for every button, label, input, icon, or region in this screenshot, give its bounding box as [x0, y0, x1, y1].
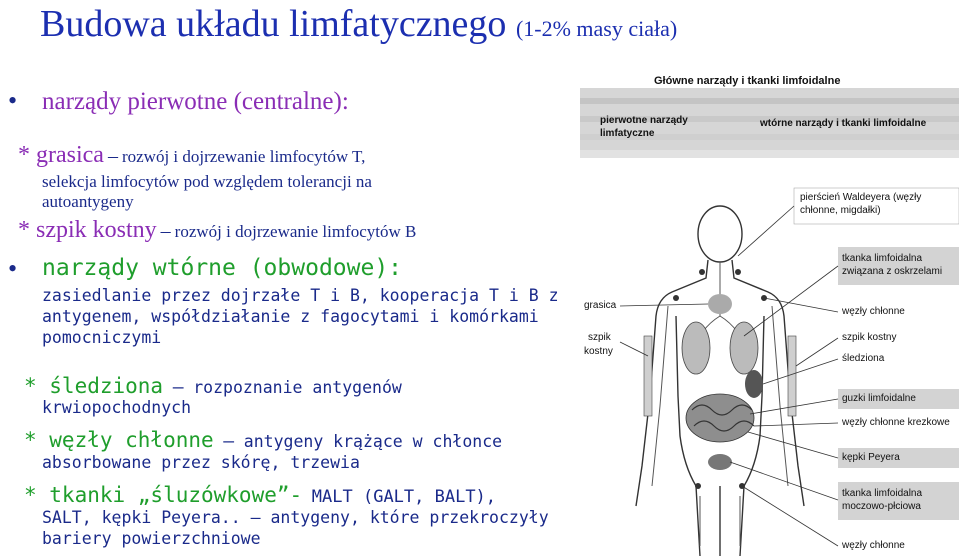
nodes-name: * węzły chłonne	[24, 428, 214, 452]
secondary-heading: narządy wtórne (obwodowe):	[42, 255, 403, 281]
lymphatic-organs-diagram	[580, 66, 959, 556]
diagram-label-thymus: grasica	[584, 300, 617, 311]
lung-right	[730, 322, 758, 374]
diagram-label-spleen: śledziona	[842, 353, 885, 364]
diagram-label-bronchus-2: związana z oskrzelami	[842, 266, 943, 277]
diagram-label-peyer: kępki Peyera	[842, 452, 900, 463]
thymus-organ	[708, 294, 732, 314]
spleen-dash: –	[172, 377, 184, 398]
diagram-label-waldeyer-2: chłonne, migdałki)	[800, 205, 881, 216]
leader-lines	[620, 206, 838, 546]
spleen-organ	[745, 370, 763, 398]
diagram-label-marrow-2: kostny	[584, 346, 613, 357]
diagram-label-urogenital-1: tkanka limfoidalna	[842, 488, 923, 499]
page-title	[40, 2, 677, 46]
malt-line3: bariery powierzchniowe	[42, 529, 261, 548]
thymus-name: * grasica	[18, 142, 104, 168]
nodes-dash: –	[223, 431, 235, 452]
spleen-line1: rozpoznanie antygenów	[193, 378, 402, 397]
bone-left	[644, 336, 652, 416]
malt-line1: MALT (GALT, BALT),	[311, 487, 497, 507]
bone-right	[788, 336, 796, 416]
thymus-line2: selekcja limfocytów pod względem tolerancji na	[42, 172, 372, 191]
spleen-name: * śledziona	[24, 374, 164, 398]
marrow-dash: –	[160, 220, 171, 242]
bullet-dot-icon: •	[8, 254, 18, 283]
thymus-line1: rozwój i dojrzewanie limfocytów T,	[121, 147, 366, 166]
thymus-line	[18, 142, 365, 169]
diagram-label-mesenteric: węzły chłonne krezkowe	[842, 417, 950, 428]
bladder	[708, 454, 732, 470]
malt-line2: SALT, kępki Peyera.. – antygeny, które przekroczyły	[42, 508, 549, 527]
diagram-header: Główne narządy i tkanki limfoidalne	[654, 75, 841, 87]
spleen-line	[24, 374, 402, 398]
thymus-line3: autoantygeny	[42, 192, 134, 211]
diagram-label-waldeyer-1: pierścień Waldeyera (węzły	[800, 192, 922, 203]
diagram-label-bronchus-1: tkanka limfoidalna	[842, 253, 923, 264]
nodes-line1: antygeny krążące w chłonce	[243, 432, 503, 451]
secondary-line1: zasiedlanie przez dojrzałe T i B, kooperacja T i B z	[42, 286, 559, 305]
primary-heading: narządy pierwotne (centralne):	[42, 88, 349, 115]
lung-left	[682, 322, 710, 374]
secondary-line2: antygenem, współdziałanie z fagocytami i komórkami	[42, 307, 539, 326]
diagram-label-nodes-bottom: węzły chłonne	[842, 540, 905, 551]
diagram-label-follicles: guzki limfoidalne	[842, 393, 916, 404]
marrow-line	[18, 217, 416, 244]
malt-name: * tkanki „śluzówkowe”-	[24, 483, 303, 507]
malt-line	[24, 483, 496, 507]
spleen-line2: krwiopochodnych	[42, 398, 192, 417]
thymus-dash: –	[107, 145, 118, 167]
marrow-line1: rozwój i dojrzewanie limfocytów B	[174, 222, 417, 241]
diagram-col-primary-2: limfatyczne	[600, 128, 655, 139]
nodes-line2: absorbowane przez skórę, trzewia	[42, 453, 360, 472]
title-main: Budowa układu limfatycznego	[40, 3, 507, 45]
intestines	[686, 394, 754, 442]
diagram-col-primary-1: pierwotne narządy	[600, 115, 688, 126]
bullet-dot-icon: •	[8, 86, 18, 115]
secondary-line3: pomocniczymi	[42, 328, 162, 347]
marrow-name: * szpik kostny	[18, 217, 157, 243]
diagram-label-marrow-1: szpik	[588, 332, 611, 343]
diagram-col-secondary: wtórne narządy i tkanki limfoidalne	[760, 118, 927, 129]
diagram-label-nodes: węzły chłonne	[842, 306, 905, 317]
nodes-line	[24, 428, 502, 452]
diagram-label-marrow-right: szpik kostny	[842, 332, 897, 343]
title-subtitle: (1-2% masy ciała)	[515, 16, 678, 41]
body-outline	[636, 206, 804, 556]
diagram-label-urogenital-2: moczowo-płciowa	[842, 501, 921, 512]
organs	[644, 269, 796, 489]
